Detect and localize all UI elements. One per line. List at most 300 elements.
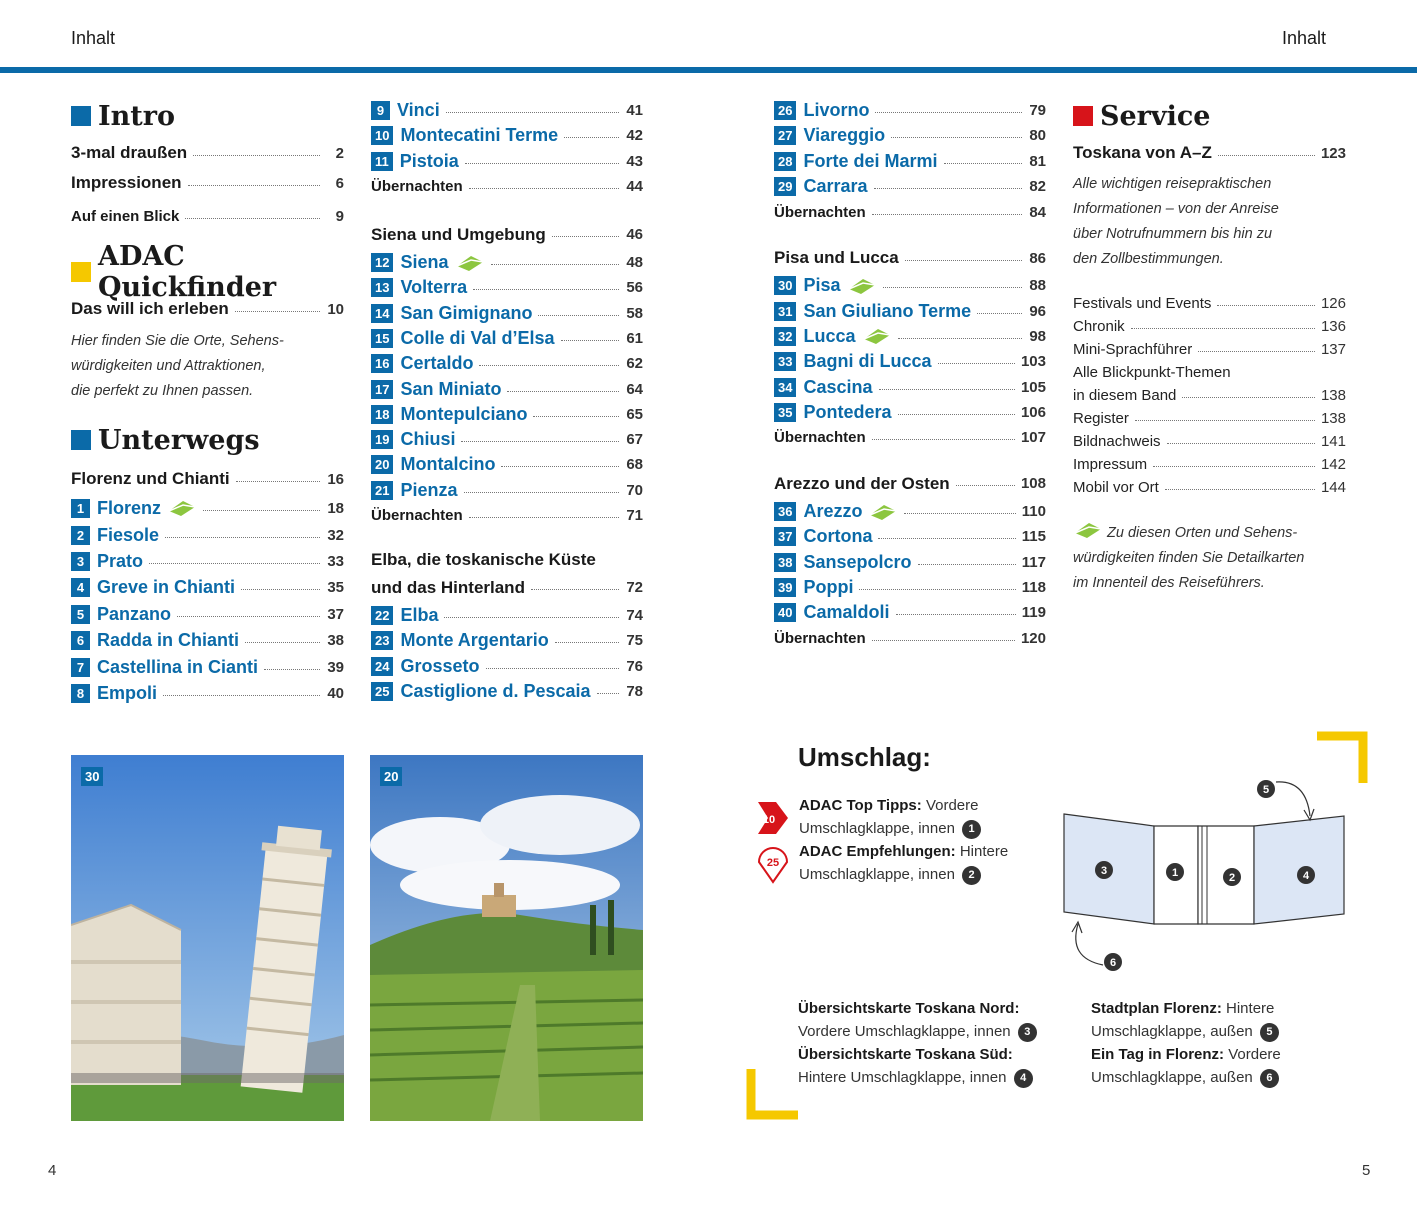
toc-page: 10 [327, 300, 344, 318]
toc-stay[interactable] [774, 625, 1046, 651]
toc-entry-label: und das Hinterland [371, 577, 525, 597]
leader-dots [944, 163, 1023, 164]
leader-dots [896, 614, 1016, 615]
leader-dots [883, 287, 1023, 288]
place-name: San Miniato [400, 378, 502, 399]
map-leaf-icon [167, 499, 197, 517]
toc-page: 58 [626, 304, 643, 322]
section-title-text: Unterwegs [98, 424, 260, 456]
place-number: 10 [371, 126, 393, 145]
section-service-title [1073, 98, 1346, 134]
cover-item-text: Umschlagklappe, innen [799, 820, 955, 837]
toc-entry[interactable] [1073, 407, 1346, 430]
leader-dots [1135, 420, 1315, 421]
toc-entry-label: Übernachten [371, 507, 463, 525]
leader-dots [555, 642, 619, 643]
note-line: Informationen – von der Anreise [1073, 201, 1279, 217]
leader-dots [538, 315, 619, 316]
place-number: 37 [774, 527, 796, 546]
cover-item-title: Ein Tag in Florenz: [1091, 1046, 1225, 1063]
place-number: 38 [774, 553, 796, 572]
place-name: Cascina [803, 376, 873, 397]
toc-page: 74 [626, 607, 643, 624]
toc-page: 79 [1029, 102, 1046, 120]
leader-dots [561, 340, 619, 341]
cover-top-tipps [799, 794, 981, 840]
toc-place[interactable] [371, 427, 643, 452]
toc-page: 107 [1020, 429, 1046, 447]
toc-page: 65 [626, 405, 643, 423]
toc-place[interactable] [774, 273, 1046, 298]
toc-place[interactable] [774, 98, 1046, 123]
toc-entry-label: Übernachten [371, 178, 463, 196]
toc-place[interactable] [371, 275, 643, 300]
place-name: Castiglione d. Pescaia [400, 680, 591, 701]
toc-region[interactable] [774, 243, 1046, 273]
note-line: den Zollbestimmungen. [1073, 251, 1224, 267]
toc-entry-label: Toskana von A–Z [1073, 143, 1212, 162]
cover-ref-badge: 6 [1260, 1069, 1279, 1088]
toc-page: 38 [327, 632, 344, 650]
toc-page: 70 [626, 481, 643, 499]
header-rule [0, 67, 1417, 73]
place-name: Panzano [97, 603, 172, 624]
leader-dots [552, 236, 619, 237]
top-tipp-icon-text: 10 [762, 814, 776, 826]
place-number: 22 [371, 606, 393, 625]
toc-entry[interactable] [71, 198, 344, 234]
leader-dots [163, 695, 320, 696]
toc-place[interactable] [371, 300, 643, 325]
place-number: 35 [774, 403, 796, 422]
toc-page: 81 [1029, 152, 1046, 170]
leader-dots [1217, 305, 1315, 306]
leader-dots [507, 391, 619, 392]
place-number: 5 [71, 605, 90, 624]
toc-page: 46 [626, 226, 643, 244]
note-line: über Notrufnummern bis hin zu [1073, 226, 1273, 242]
toc-place[interactable] [371, 679, 643, 704]
toc-page: 32 [327, 526, 344, 544]
toc-page: 119 [1021, 604, 1046, 622]
toc-entry[interactable] [1073, 476, 1346, 499]
leader-dots [977, 313, 1022, 314]
toc-entry[interactable] [71, 294, 344, 324]
toc-place[interactable] [71, 522, 344, 548]
toc-page: 98 [1029, 327, 1046, 345]
toc-page: 39 [327, 658, 344, 676]
diagram-label: 5 [1262, 784, 1270, 796]
toc-place[interactable] [774, 174, 1046, 199]
toc-page: 118 [1021, 579, 1046, 596]
leader-dots [564, 137, 619, 138]
empfehlung-icon-text: 25 [766, 857, 780, 869]
place-number: 20 [371, 455, 393, 474]
toc-place[interactable] [371, 628, 643, 653]
map-leaf-icon [868, 503, 898, 521]
toc-page: 68 [626, 456, 643, 474]
leader-dots [1218, 155, 1315, 156]
toc-entry-label: Siena und Umgebung [371, 224, 546, 244]
place-number: 19 [371, 430, 393, 449]
vineyard-illustration [370, 755, 643, 1121]
place-number: 9 [371, 101, 390, 120]
toc-entry-label: Übernachten [774, 429, 866, 447]
pisa-tower-illustration [71, 755, 344, 1121]
place-name: Montecatini Terme [400, 125, 559, 146]
quickfinder-note [71, 329, 344, 404]
note-line: würdigkeiten und Attraktionen, [71, 358, 266, 374]
place-number: 11 [371, 152, 393, 171]
leader-dots [491, 264, 620, 265]
place-name: Fiesole [97, 524, 160, 545]
toc-column-service [1073, 98, 1346, 596]
section-intro-title [71, 98, 344, 134]
toc-entry-label: 3-mal draußen [71, 143, 188, 162]
place-name: Monte Argentario [400, 630, 549, 651]
section-marker-icon [1073, 106, 1093, 126]
toc-entry-label: Festivals und Events [1073, 295, 1212, 312]
toc-region[interactable] [371, 573, 643, 603]
leader-dots [501, 466, 619, 467]
place-number: 8 [71, 684, 90, 703]
leader-dots [446, 112, 619, 113]
leader-dots [872, 214, 1022, 215]
place-number: 32 [774, 327, 796, 346]
place-name: Forte dei Marmi [803, 150, 938, 171]
toc-place[interactable] [774, 499, 1046, 524]
leader-dots [461, 441, 619, 442]
place-name: Pontedera [803, 401, 892, 422]
place-name: Grosseto [400, 655, 480, 676]
toc-entry[interactable] [71, 168, 344, 198]
leader-dots [872, 640, 1015, 641]
leader-dots [875, 112, 1022, 113]
cover-ref-badge: 4 [1014, 1069, 1033, 1088]
leader-dots [938, 363, 1015, 364]
leader-dots [444, 617, 619, 618]
toc-place[interactable] [774, 550, 1046, 575]
place-name: Castellina in Cianti [97, 656, 259, 677]
place-name: Pistoia [399, 150, 459, 171]
place-name: Carrara [803, 176, 868, 197]
leader-dots [874, 188, 1022, 189]
toc-column-3 [774, 98, 1046, 651]
leader-dots [1167, 443, 1315, 444]
place-name: Chiusi [400, 429, 456, 450]
toc-entry-label: Auf einen Blick [71, 207, 180, 225]
cover-item-text: Hintere Umschlagklappe, innen [798, 1069, 1007, 1086]
leader-dots [1182, 397, 1315, 398]
toc-entry-label: Übernachten [774, 629, 866, 647]
cover-item-text: Hintere [1226, 1000, 1275, 1017]
toc-entry-label: Alle Blickpunkt-Themen [1073, 364, 1231, 381]
diagram-label: 4 [1302, 870, 1310, 882]
toc-entry[interactable] [1073, 453, 1346, 476]
toc-place[interactable] [371, 402, 643, 427]
section-title-text: ADAC Quickfinder [98, 241, 277, 303]
place-number: 15 [371, 329, 393, 348]
toc-page: 6 [335, 174, 344, 192]
place-number: 33 [774, 352, 796, 371]
toc-place[interactable] [371, 478, 643, 503]
section-title-text: Service [1100, 100, 1211, 132]
map-leaf-icon [847, 277, 877, 295]
toc-entry-label: Mobil vor Ort [1073, 479, 1159, 496]
place-name: Poppi [803, 577, 854, 597]
photo-pisa [71, 755, 344, 1121]
toc-page: 56 [626, 279, 643, 297]
toc-place[interactable] [774, 600, 1046, 625]
toc-page: 141 [1320, 433, 1346, 450]
place-number: 30 [774, 276, 796, 295]
leader-dots [597, 693, 619, 694]
place-name: Florenz [97, 497, 162, 518]
place-name: Montalcino [400, 454, 496, 475]
toc-page: 82 [1029, 178, 1046, 196]
toc-column-2 [371, 98, 643, 704]
place-name: Colle di Val d’Elsa [400, 327, 555, 348]
toc-place[interactable] [71, 680, 344, 706]
toc-page: 137 [1320, 341, 1346, 358]
toc-entry-label: Chronik [1073, 318, 1125, 335]
toc-entry-label: Elba, die toskanische Küste [371, 549, 596, 569]
toc-page: 86 [1029, 249, 1046, 267]
place-name: San Gimignano [400, 302, 533, 323]
toc-place[interactable] [371, 376, 643, 401]
place-number: 34 [774, 378, 796, 397]
toc-page: 96 [1029, 302, 1046, 320]
toc-entry[interactable] [1073, 384, 1346, 407]
photo-badge: 30 [81, 767, 103, 786]
toc-entry-label: Bildnachweis [1073, 433, 1161, 450]
toc-page: 78 [626, 682, 643, 700]
toc-place[interactable] [71, 654, 344, 680]
toc-entry[interactable] [1073, 315, 1346, 338]
cover-ref-badge: 1 [962, 820, 981, 839]
leader-dots [1198, 351, 1315, 352]
toc-page: 117 [1021, 553, 1046, 571]
place-number: 21 [371, 481, 393, 500]
cover-item-title: ADAC Top Tipps: [799, 797, 922, 814]
toc-entry[interactable] [1073, 430, 1346, 453]
toc-entry[interactable] [71, 138, 344, 168]
photo-montalcino [370, 755, 643, 1121]
toc-page: 16 [327, 470, 344, 488]
running-header-right: Inhalt [1281, 28, 1326, 48]
toc-place[interactable] [774, 524, 1046, 549]
cover-item-text: Vordere Umschlagklappe, innen [798, 1023, 1011, 1040]
leader-dots [872, 439, 1015, 440]
leader-dots [878, 538, 1015, 539]
toc-entry-label: Übernachten [774, 203, 866, 221]
toc-stay[interactable] [371, 503, 643, 529]
toc-place[interactable] [371, 452, 643, 477]
diagram-label: 1 [1171, 867, 1179, 879]
page-number-right: 5 [1362, 1162, 1371, 1179]
toc-place[interactable] [71, 601, 344, 627]
corner-bracket-bottom-left [746, 1069, 800, 1121]
section-title-text: Intro [98, 100, 175, 132]
place-number: 3 [71, 552, 90, 571]
toc-place[interactable] [774, 575, 1046, 600]
toc-place[interactable] [774, 149, 1046, 174]
toc-entry[interactable] [1073, 134, 1346, 172]
toc-place[interactable] [371, 653, 643, 678]
toc-page: 75 [626, 632, 643, 650]
place-name: Livorno [803, 100, 870, 121]
place-name: Arezzo [803, 501, 863, 522]
toc-place[interactable] [71, 628, 344, 654]
toc-stay[interactable] [774, 199, 1046, 225]
toc-place[interactable] [371, 123, 643, 148]
service-note [1073, 172, 1346, 272]
toc-page: 2 [335, 144, 344, 162]
toc-place[interactable] [71, 494, 344, 522]
toc-place[interactable] [371, 98, 643, 123]
leader-dots [1165, 489, 1315, 490]
toc-entry-label: Mini-Sprachführer [1073, 341, 1193, 358]
toc-place[interactable] [371, 149, 643, 174]
cover-item-text: Umschlagklappe, außen [1091, 1069, 1253, 1086]
toc-region[interactable] [371, 220, 643, 250]
leader-dots [264, 669, 320, 670]
toc-place[interactable] [371, 326, 643, 351]
leader-dots [533, 416, 619, 417]
toc-entry-label: Register [1073, 410, 1129, 427]
leader-dots [235, 311, 320, 312]
photo-badge: 20 [380, 767, 402, 786]
toc-page: 61 [626, 329, 643, 347]
leader-dots [898, 414, 1015, 415]
toc-page: 76 [626, 657, 643, 675]
toc-stay[interactable] [371, 174, 643, 200]
place-number: 12 [371, 253, 393, 272]
place-name: Sansepolcro [803, 551, 912, 572]
leader-dots [531, 589, 619, 590]
map-leaf-icon [1073, 521, 1103, 539]
diagram-label: 6 [1109, 957, 1117, 969]
toc-page: 144 [1320, 479, 1346, 496]
place-number: 28 [774, 152, 796, 171]
note-line: die perfekt zu Ihnen passen. [71, 383, 254, 399]
place-name: San Giuliano Terme [803, 300, 972, 321]
toc-page: 80 [1029, 127, 1046, 145]
toc-page: 123 [1320, 144, 1346, 162]
leader-dots [473, 289, 619, 290]
map-leaf-icon [455, 254, 485, 272]
toc-page: 64 [626, 380, 643, 398]
place-name: Pisa [803, 275, 841, 296]
toc-place[interactable] [774, 374, 1046, 399]
leader-dots [245, 642, 320, 643]
cover-empfehlungen [799, 840, 1008, 886]
place-name: Certaldo [400, 353, 474, 374]
leader-dots [465, 163, 619, 164]
cover-title: Umschlag: [798, 742, 931, 772]
cover-item-text: Hintere [959, 843, 1009, 860]
toc-place[interactable] [371, 603, 643, 628]
cover-ref-badge: 5 [1260, 1023, 1279, 1042]
toc-page: 37 [327, 605, 344, 623]
toc-entry[interactable] [1073, 338, 1346, 361]
toc-stay[interactable] [774, 425, 1046, 451]
place-number: 40 [774, 603, 796, 622]
place-number: 39 [774, 578, 796, 597]
place-number: 13 [371, 278, 393, 297]
leader-dots [236, 481, 320, 482]
place-number: 7 [71, 658, 90, 677]
toc-entry-label: Florenz und Chianti [71, 469, 230, 488]
place-name: Empoli [97, 683, 158, 704]
toc-place[interactable] [71, 575, 344, 601]
leader-dots [185, 218, 320, 219]
leader-dots [918, 564, 1016, 565]
place-name: Camaldoli [803, 602, 890, 623]
place-name: Montepulciano [400, 403, 528, 424]
toc-page: 72 [626, 579, 643, 597]
page-number-left: 4 [48, 1162, 57, 1179]
toc-place[interactable] [774, 298, 1046, 323]
note-line: im Innenteil des Reiseführers. [1073, 575, 1265, 591]
toc-place[interactable] [371, 351, 643, 376]
toc-entry[interactable] [1073, 292, 1346, 315]
section-unterwegs-title [71, 422, 344, 458]
leader-dots [241, 589, 320, 590]
toc-place[interactable] [774, 400, 1046, 425]
leader-dots [469, 188, 619, 189]
toc-page: 44 [626, 178, 643, 196]
cover-item-title: Übersichtskarte Toskana Süd: [798, 1046, 1013, 1063]
place-number: 4 [71, 578, 90, 597]
toc-region[interactable] [71, 464, 344, 494]
section-marker-icon [71, 262, 91, 282]
place-number: 17 [371, 380, 393, 399]
place-name: Elba [400, 605, 439, 625]
toc-page: 88 [1029, 277, 1046, 295]
toc-page: 43 [626, 152, 643, 170]
toc-entry-label: Pisa und Lucca [774, 248, 899, 268]
place-number: 14 [371, 304, 393, 323]
place-number: 1 [71, 499, 90, 518]
place-name: Bagni di Lucca [803, 351, 932, 372]
toc-entry-label: Impressionen [71, 173, 182, 192]
cover-item-text: Umschlagklappe, außen [1091, 1023, 1253, 1040]
toc-page: 42 [626, 127, 643, 145]
toc-place[interactable] [774, 324, 1046, 349]
note-line: würdigkeiten finden Sie Detailkarten [1073, 550, 1305, 566]
leader-dots [177, 616, 320, 617]
toc-place[interactable] [774, 123, 1046, 148]
note-line: Zu diesen Orten und Sehens- [1107, 525, 1298, 541]
leader-dots [956, 485, 1015, 486]
place-number: 18 [371, 405, 393, 424]
leader-dots [464, 492, 620, 493]
toc-region-line [371, 547, 643, 573]
toc-place[interactable] [71, 548, 344, 574]
toc-page: 106 [1020, 403, 1046, 421]
cover-item-title: Übersichtskarte Toskana Nord: [798, 1000, 1020, 1017]
toc-place[interactable] [774, 349, 1046, 374]
place-name: Pienza [400, 479, 458, 500]
leader-dots [1131, 328, 1315, 329]
toc-place[interactable] [371, 250, 643, 275]
place-name: Viareggio [803, 125, 886, 146]
cover-item-title: ADAC Empfehlungen: [799, 843, 956, 860]
running-header-left: Inhalt [71, 28, 116, 48]
toc-region[interactable] [774, 469, 1046, 499]
toc-page: 138 [1320, 387, 1346, 404]
